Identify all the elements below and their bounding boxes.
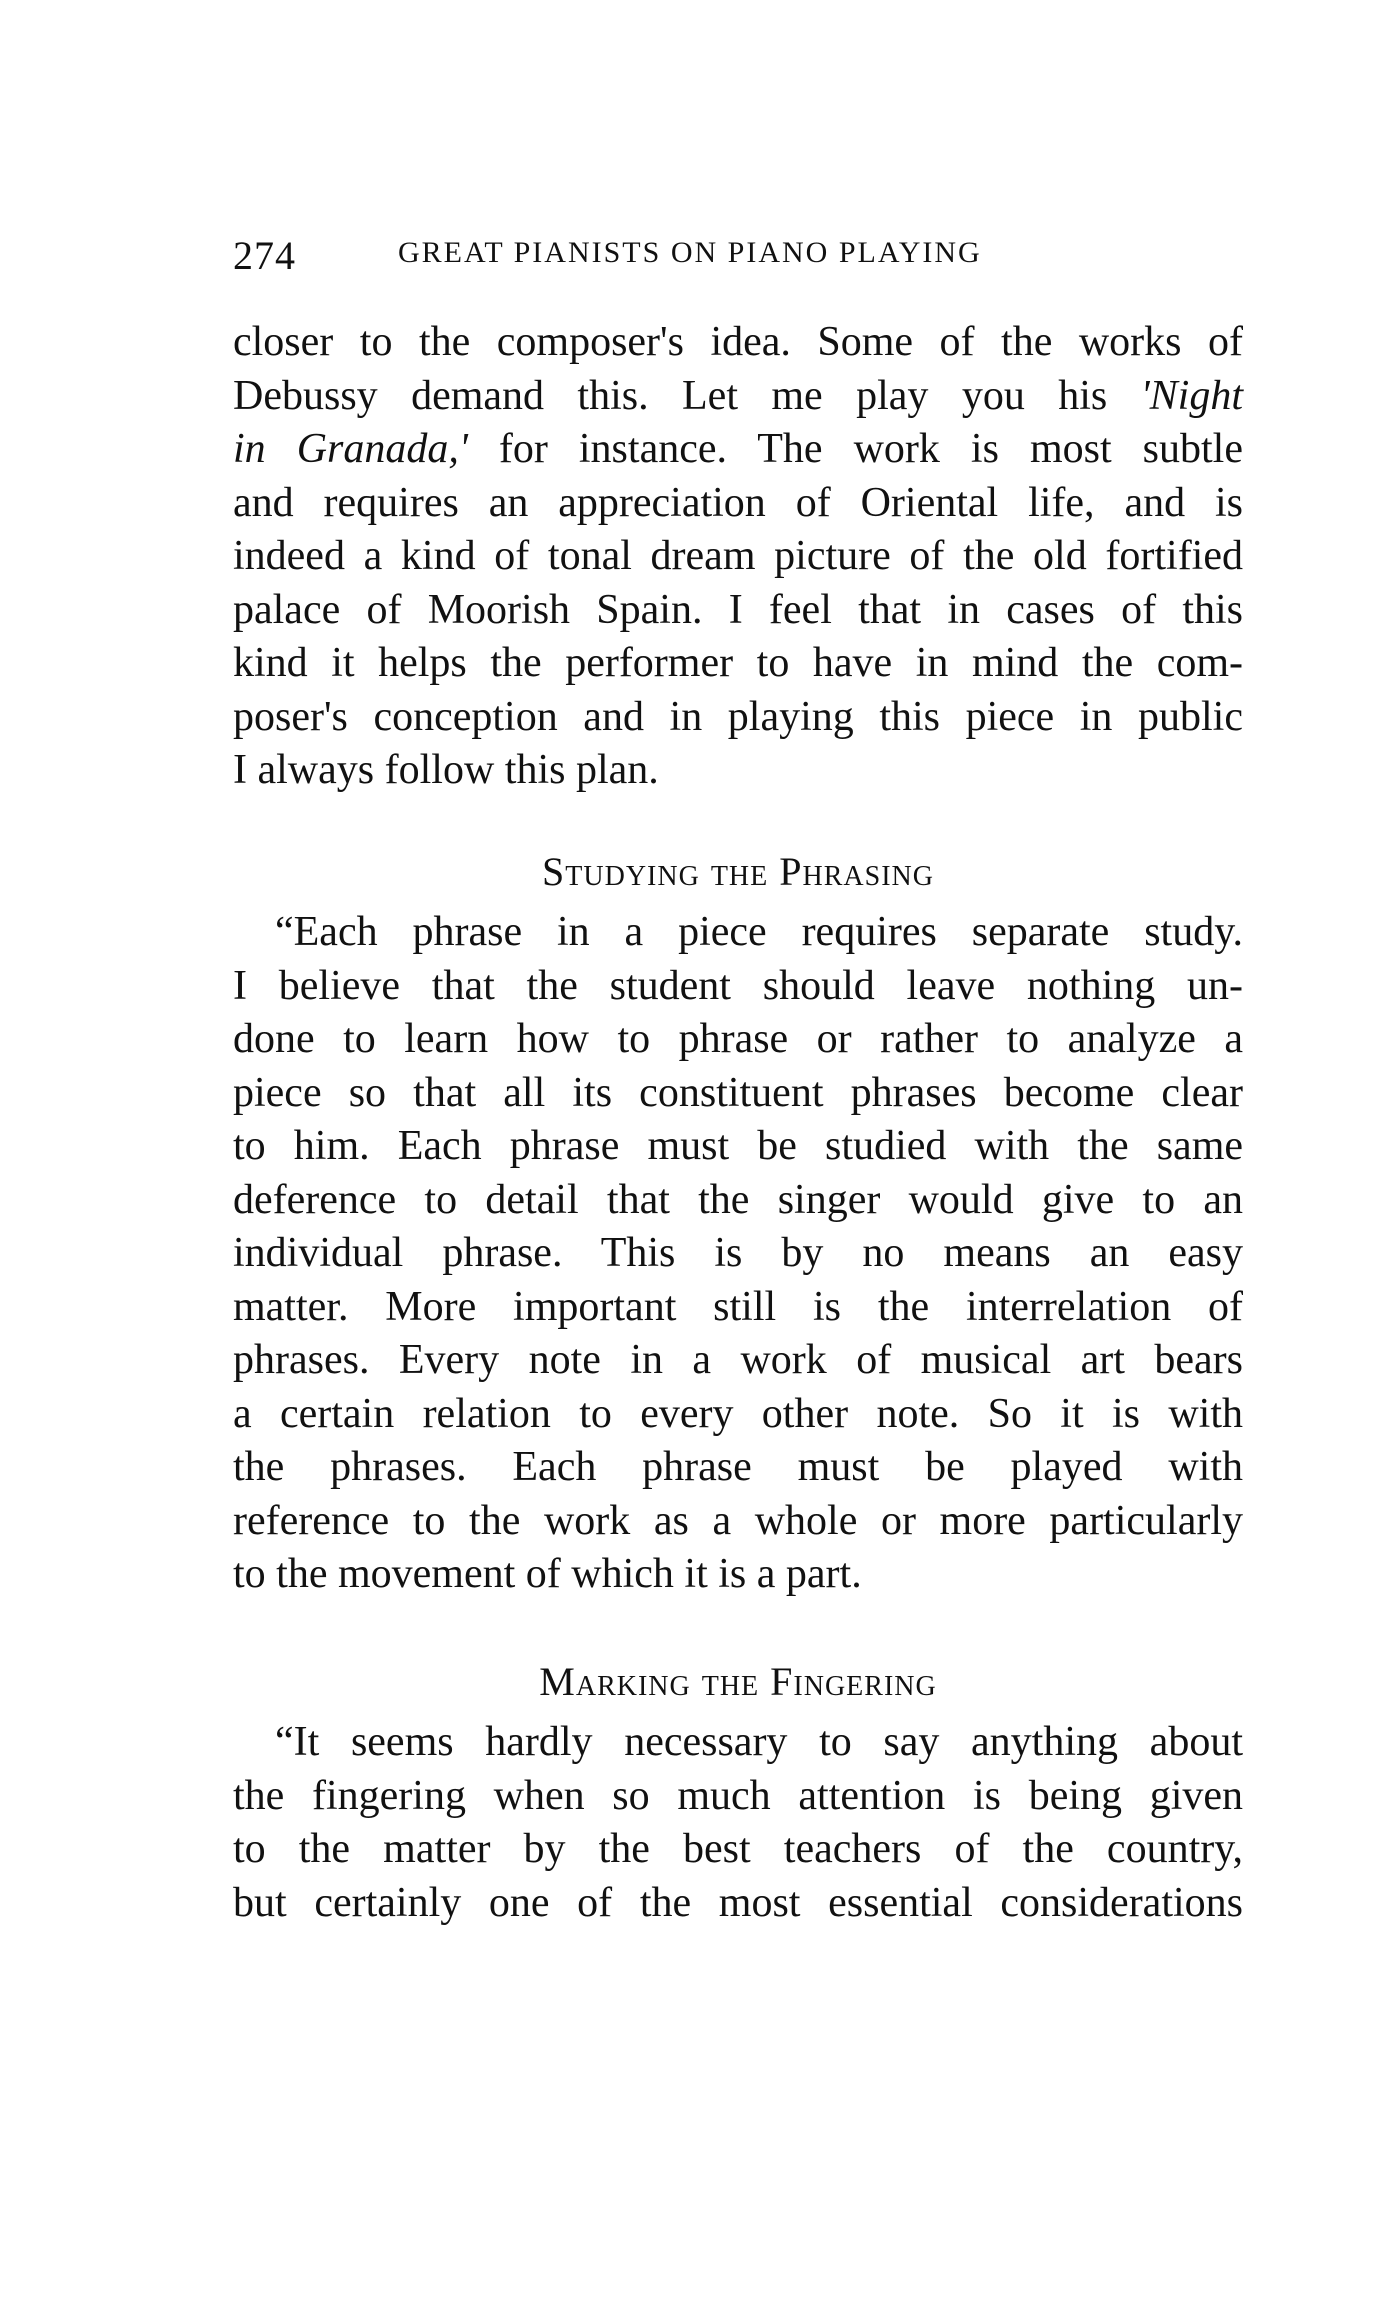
text-line: I believe that the student should leave nothing un- [233, 962, 1243, 1009]
text-line: poser's conception and in playing this piece in public [233, 693, 1243, 740]
page-number: 274 [233, 233, 296, 278]
text-line: kind it helps the performer to have in mind the com- [233, 640, 1243, 686]
section-heading-fingering: Marking the Fingering [539, 1659, 937, 1704]
text-line: individual phrase. This is by no means an easy [233, 1230, 1243, 1276]
paragraph-fingering [233, 1716, 1243, 1930]
text-line: reference to the work as a whole or more particularly [233, 1497, 1243, 1544]
text-line: the fingering when so much attention is being given [233, 1772, 1243, 1819]
text-line: but certainly one of the most essential considerations [233, 1879, 1243, 1926]
running-title: GREAT PIANISTS ON PIANO PLAYING [398, 236, 982, 269]
section-heading-phrasing: Studying the Phrasing [542, 849, 934, 894]
text-line: piece so that all its constituent phrases become clear [233, 1069, 1243, 1116]
text-line: indeed a kind of tonal dream picture of the old fortified [233, 533, 1243, 579]
running-head [233, 232, 1243, 282]
text-line: to him. Each phrase must be studied with the same [233, 1123, 1243, 1169]
text-line: matter. More important still is the interrelation of [233, 1283, 1243, 1330]
work-title-italic: 'Night [1140, 372, 1243, 419]
text-line: done to learn how to phrase or rather to analyze a [233, 1016, 1243, 1062]
text-line: phrases. Every note in a work of musical art bears [233, 1337, 1243, 1383]
text-line [233, 423, 1243, 477]
text-fragment: for instance. The work is most subtle [467, 426, 1243, 472]
text-line: to the movement of which it is a part. [233, 1551, 862, 1597]
text-line: deference to detail that the singer would give to an [233, 1176, 1243, 1223]
text-line: the phrases. Each phrase must be played with [233, 1444, 1243, 1490]
text-line: I always follow this plan. [233, 747, 659, 793]
text-line: a certain relation to every other note. So it is with [233, 1390, 1243, 1437]
paragraph-composers-idea [233, 316, 1243, 798]
text-fragment: Debussy demand this. Let me play you his [233, 372, 1108, 419]
text-line: closer to the composer's idea. Some of the works of [233, 319, 1243, 365]
text-line [233, 370, 1243, 424]
text-line: “Each phrase in a piece requires separate study. [275, 909, 1243, 955]
text-line: to the matter by the best teachers of the country, [233, 1826, 1243, 1872]
paragraph-phrasing [233, 906, 1243, 1602]
text-line: “It seems hardly necessary to say anything about [275, 1719, 1243, 1765]
text-line: and requires an appreciation of Oriental life, and is [233, 479, 1243, 526]
text-line: palace of Moorish Spain. I feel that in cases of this [233, 586, 1243, 633]
work-title-italic: in Granada,' [233, 426, 468, 472]
